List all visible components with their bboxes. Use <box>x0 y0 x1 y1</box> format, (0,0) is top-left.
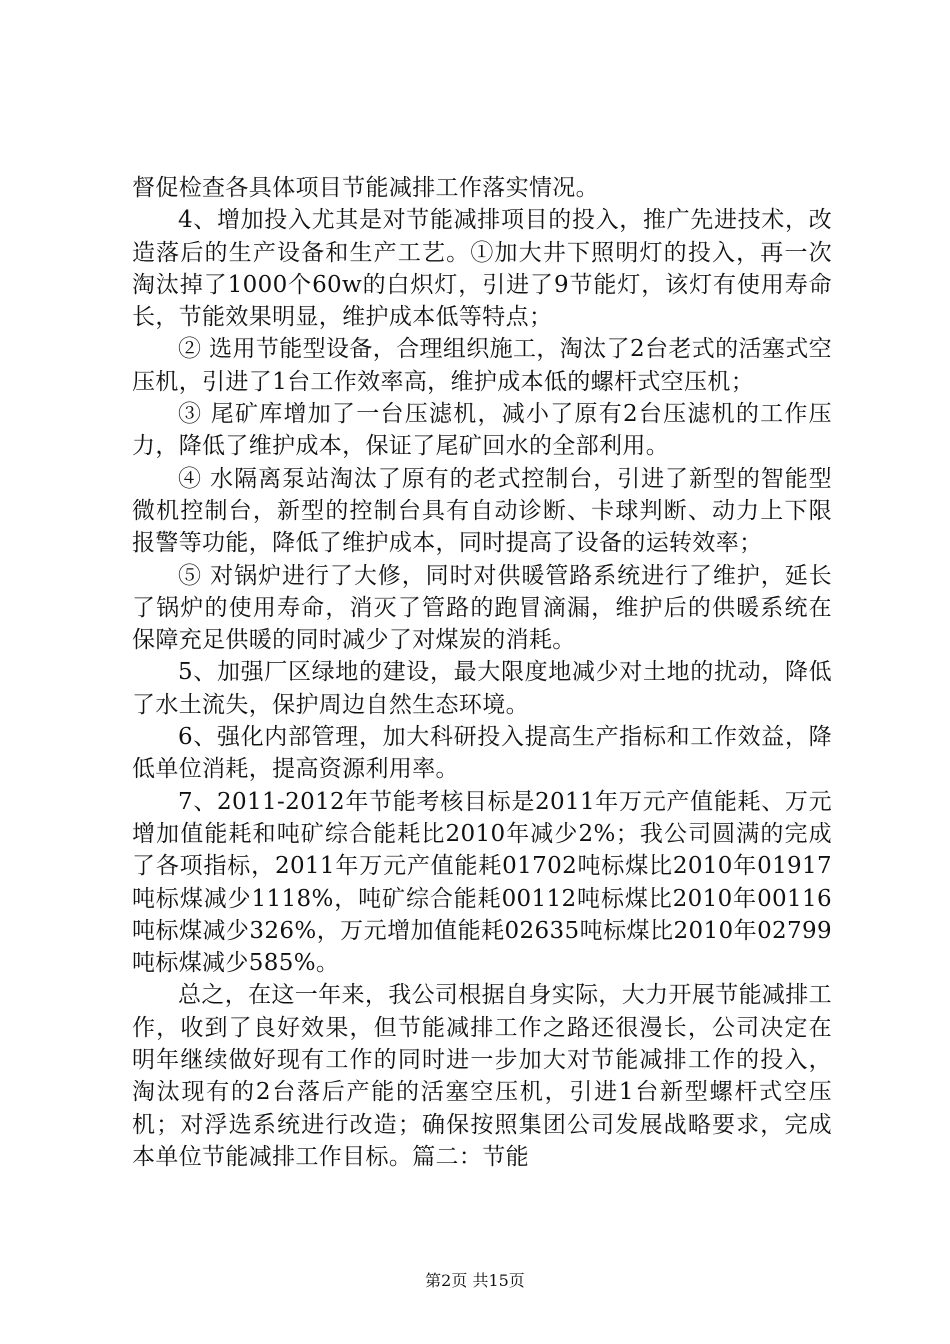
paragraph-item-5: 5、加强厂区绿地的建设，最大限度地减少对土地的扰动，降低了水土流失，保护周边自然生态环境。 <box>132 659 832 718</box>
paragraph-item-4: 4、增加投入尤其是对节能减排项目的投入，推广先进技术，改造落后的生产设备和生产工艺。①加大井下照明灯的投入，再一次淘汰掉了1000个60w的白炽灯，引进了9节能灯，该灯有使用寿命长，节能效果明显，维护成本低等特点； <box>132 207 832 331</box>
page-footer: 第2页 共15页 <box>425 1271 525 1290</box>
paragraph-item-4-2: ② 选用节能型设备，合理组织施工，淘汰了2台老式的活塞式空压机，引进了1台工作效率高，维护成本低的螺杆式空压机； <box>132 336 832 395</box>
paragraph-item-4-5: ⑤ 对锅炉进行了大修，同时对供暖管路系统进行了维护，延长了锅炉的使用寿命，消灭了管路的跑冒滴漏，维护后的供暖系统在保障充足供暖的同时减少了对煤炭的消耗。 <box>132 562 832 654</box>
paragraph-summary: 总之，在这一年来，我公司根据自身实际，大力开展节能减排工作，收到了良好效果，但节能减排工作之路还很漫长，公司决定在明年继续做好现有工作的同时进一步加大对节能减排工作的投入，淘汰现有的2台落后产能的活塞空压机，引进1台新型螺杆式空压机；对浮选系统进行改造；确保按照集团公司发展战略要求，完成本单位节能减排工作目标。篇二：节能 <box>132 982 832 1170</box>
paragraph-item-4-4: ④ 水隔离泵站淘汰了原有的老式控制台，引进了新型的智能型微机控制台，新型的控制台具有自动诊断、卡球判断、动力上下限报警等功能，降低了维护成本，同时提高了设备的运转效率； <box>132 465 832 557</box>
paragraph-continuation: 督促检查各具体项目节能减排工作落实情况。 <box>132 175 599 201</box>
document-body <box>132 172 832 1173</box>
paragraph-item-4-3: ③ 尾矿库增加了一台压滤机，减小了原有2台压滤机的工作压力，降低了维护成本，保证了尾矿回水的全部利用。 <box>132 401 832 460</box>
paragraph-item-7: 7、2011-2012年节能考核目标是2011年万元产值能耗、万元增加值能耗和吨矿综合能耗比2010年减少2%；我公司圆满的完成了各项指标，2011年万元产值能耗01702吨标煤比2010年01917吨标煤减少1118%，吨矿综合能耗00112吨标煤比2010年00116吨标煤减少326%，万元增加值能耗02635吨标煤比2010年02799吨标煤减少585%。 <box>132 788 832 977</box>
paragraph-item-6: 6、强化内部管理，加大科研投入提高生产指标和工作效益，降低单位消耗，提高资源利用率。 <box>132 724 832 783</box>
